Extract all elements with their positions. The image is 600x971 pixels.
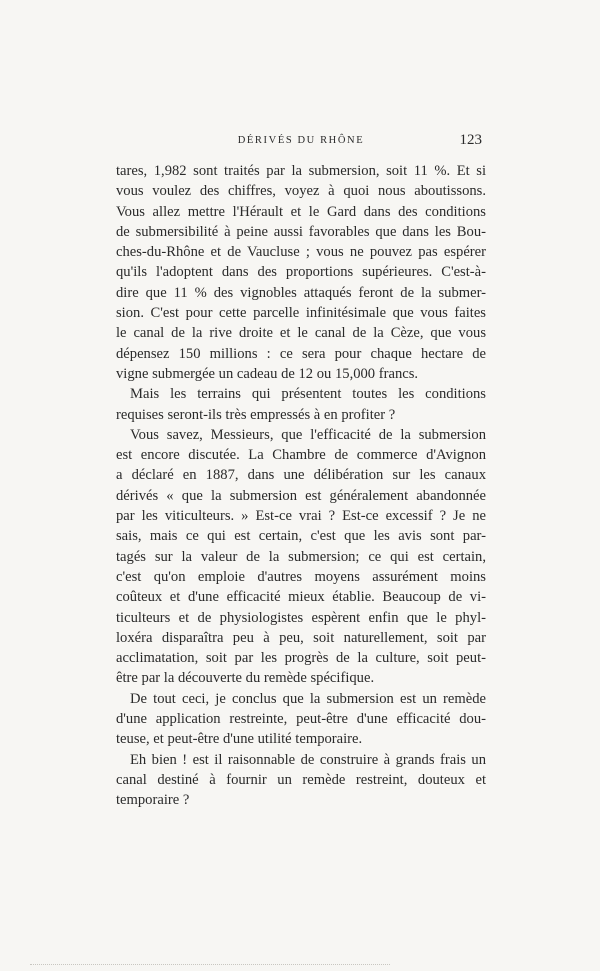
text-line: vigne submergée un cadeau de 12 ou 15,000 francs. (116, 365, 419, 382)
paragraph-2 (116, 384, 486, 425)
running-title: DÉRIVÉS DU RHÔNE (237, 135, 365, 146)
text-line: teuse, et peut-être d'une utilité temporaire. (116, 731, 363, 748)
text-line: ticulteurs et de physiologistes espèrent enfin que le phyl- (116, 609, 486, 626)
text-line: loxéra disparaîtra peu à peu, soit naturellement, soit par (116, 629, 486, 646)
text-line: dire que 11 % des vignobles attaqués feront de la submer- (116, 284, 486, 301)
text-line: d'une application restreinte, peut-être d'une efficacité dou- (116, 711, 486, 728)
text-line: canal destiné à fournir un remède restreint, douteux et (116, 771, 486, 788)
paragraph-5 (116, 750, 486, 811)
text-line: dérivés « que la submersion est généralement abandonnée (116, 487, 486, 504)
text-line: Vous allez mettre l'Hérault et le Gard dans des conditions (116, 203, 486, 220)
text-line: Eh bien ! est il raisonnable de construire à grands frais un (130, 751, 486, 768)
text-line: temporaire ? (116, 792, 190, 809)
text-line: dépensez 150 millions : ce sera pour chaque hectare de (116, 345, 486, 362)
text-line: tagés sur la valeur de la submersion; ce qui est certain, (116, 548, 486, 565)
page-edge-dots (30, 960, 390, 965)
text-line: De tout ceci, je conclus que la submersion est un remède (130, 690, 486, 707)
text-line: qu'ils l'adoptent dans des proportions supérieures. C'est-à- (116, 264, 486, 281)
text-line: acclimatation, soit par les progrès de la culture, soit peut- (116, 650, 486, 667)
text-line: par les viticulteurs. » Est-ce vrai ? Est-ce excessif ? Je ne (116, 508, 486, 525)
text-line: requises seront-ils très empressés à en profiter ? (116, 406, 396, 423)
text-line: est encore discutée. La Chambre de commerce d'Avignon (116, 447, 486, 464)
text-line: tares, 1,982 sont traités par la submersion, soit 11 %. Et si (116, 163, 486, 179)
body-text (116, 161, 486, 811)
text-line: vous voulez des chiffres, voyez à quoi nous aboutissons. (116, 183, 486, 200)
paragraph-4 (116, 689, 486, 750)
text-line: coûteux et d'une efficacité mieux établie. Beaucoup de vi- (116, 589, 486, 606)
text-line: sais, mais ce qui est certain, c'est que les avis sont par- (116, 528, 486, 545)
text-line: être par la découverte du remède spécifique. (116, 670, 375, 687)
running-head (116, 133, 486, 153)
text-line: sion. C'est pour cette parcelle infinitésimale que vous faites (116, 305, 486, 322)
text-line: c'est qu'on emploie d'autres moyens assurément moins (116, 568, 486, 585)
page-number: 123 (459, 132, 482, 148)
text-line: le canal de la rive droite et le canal de la Cèze, que vous (116, 325, 486, 342)
text-line: de submersibilité à peine aussi favorables que dans les Bou- (116, 223, 486, 240)
text-line: Mais les terrains qui présentent toutes les conditions (130, 386, 486, 403)
text-line: Vous savez, Messieurs, que l'efficacité de la submersion (130, 426, 486, 443)
paragraph-1 (116, 161, 486, 384)
text-line: a déclaré en 1887, dans une délibération sur les canaux (116, 467, 486, 484)
paragraph-3 (116, 425, 486, 689)
text-line: ches-du-Rhône et de Vaucluse ; vous ne pouvez pas espérer (116, 244, 486, 261)
